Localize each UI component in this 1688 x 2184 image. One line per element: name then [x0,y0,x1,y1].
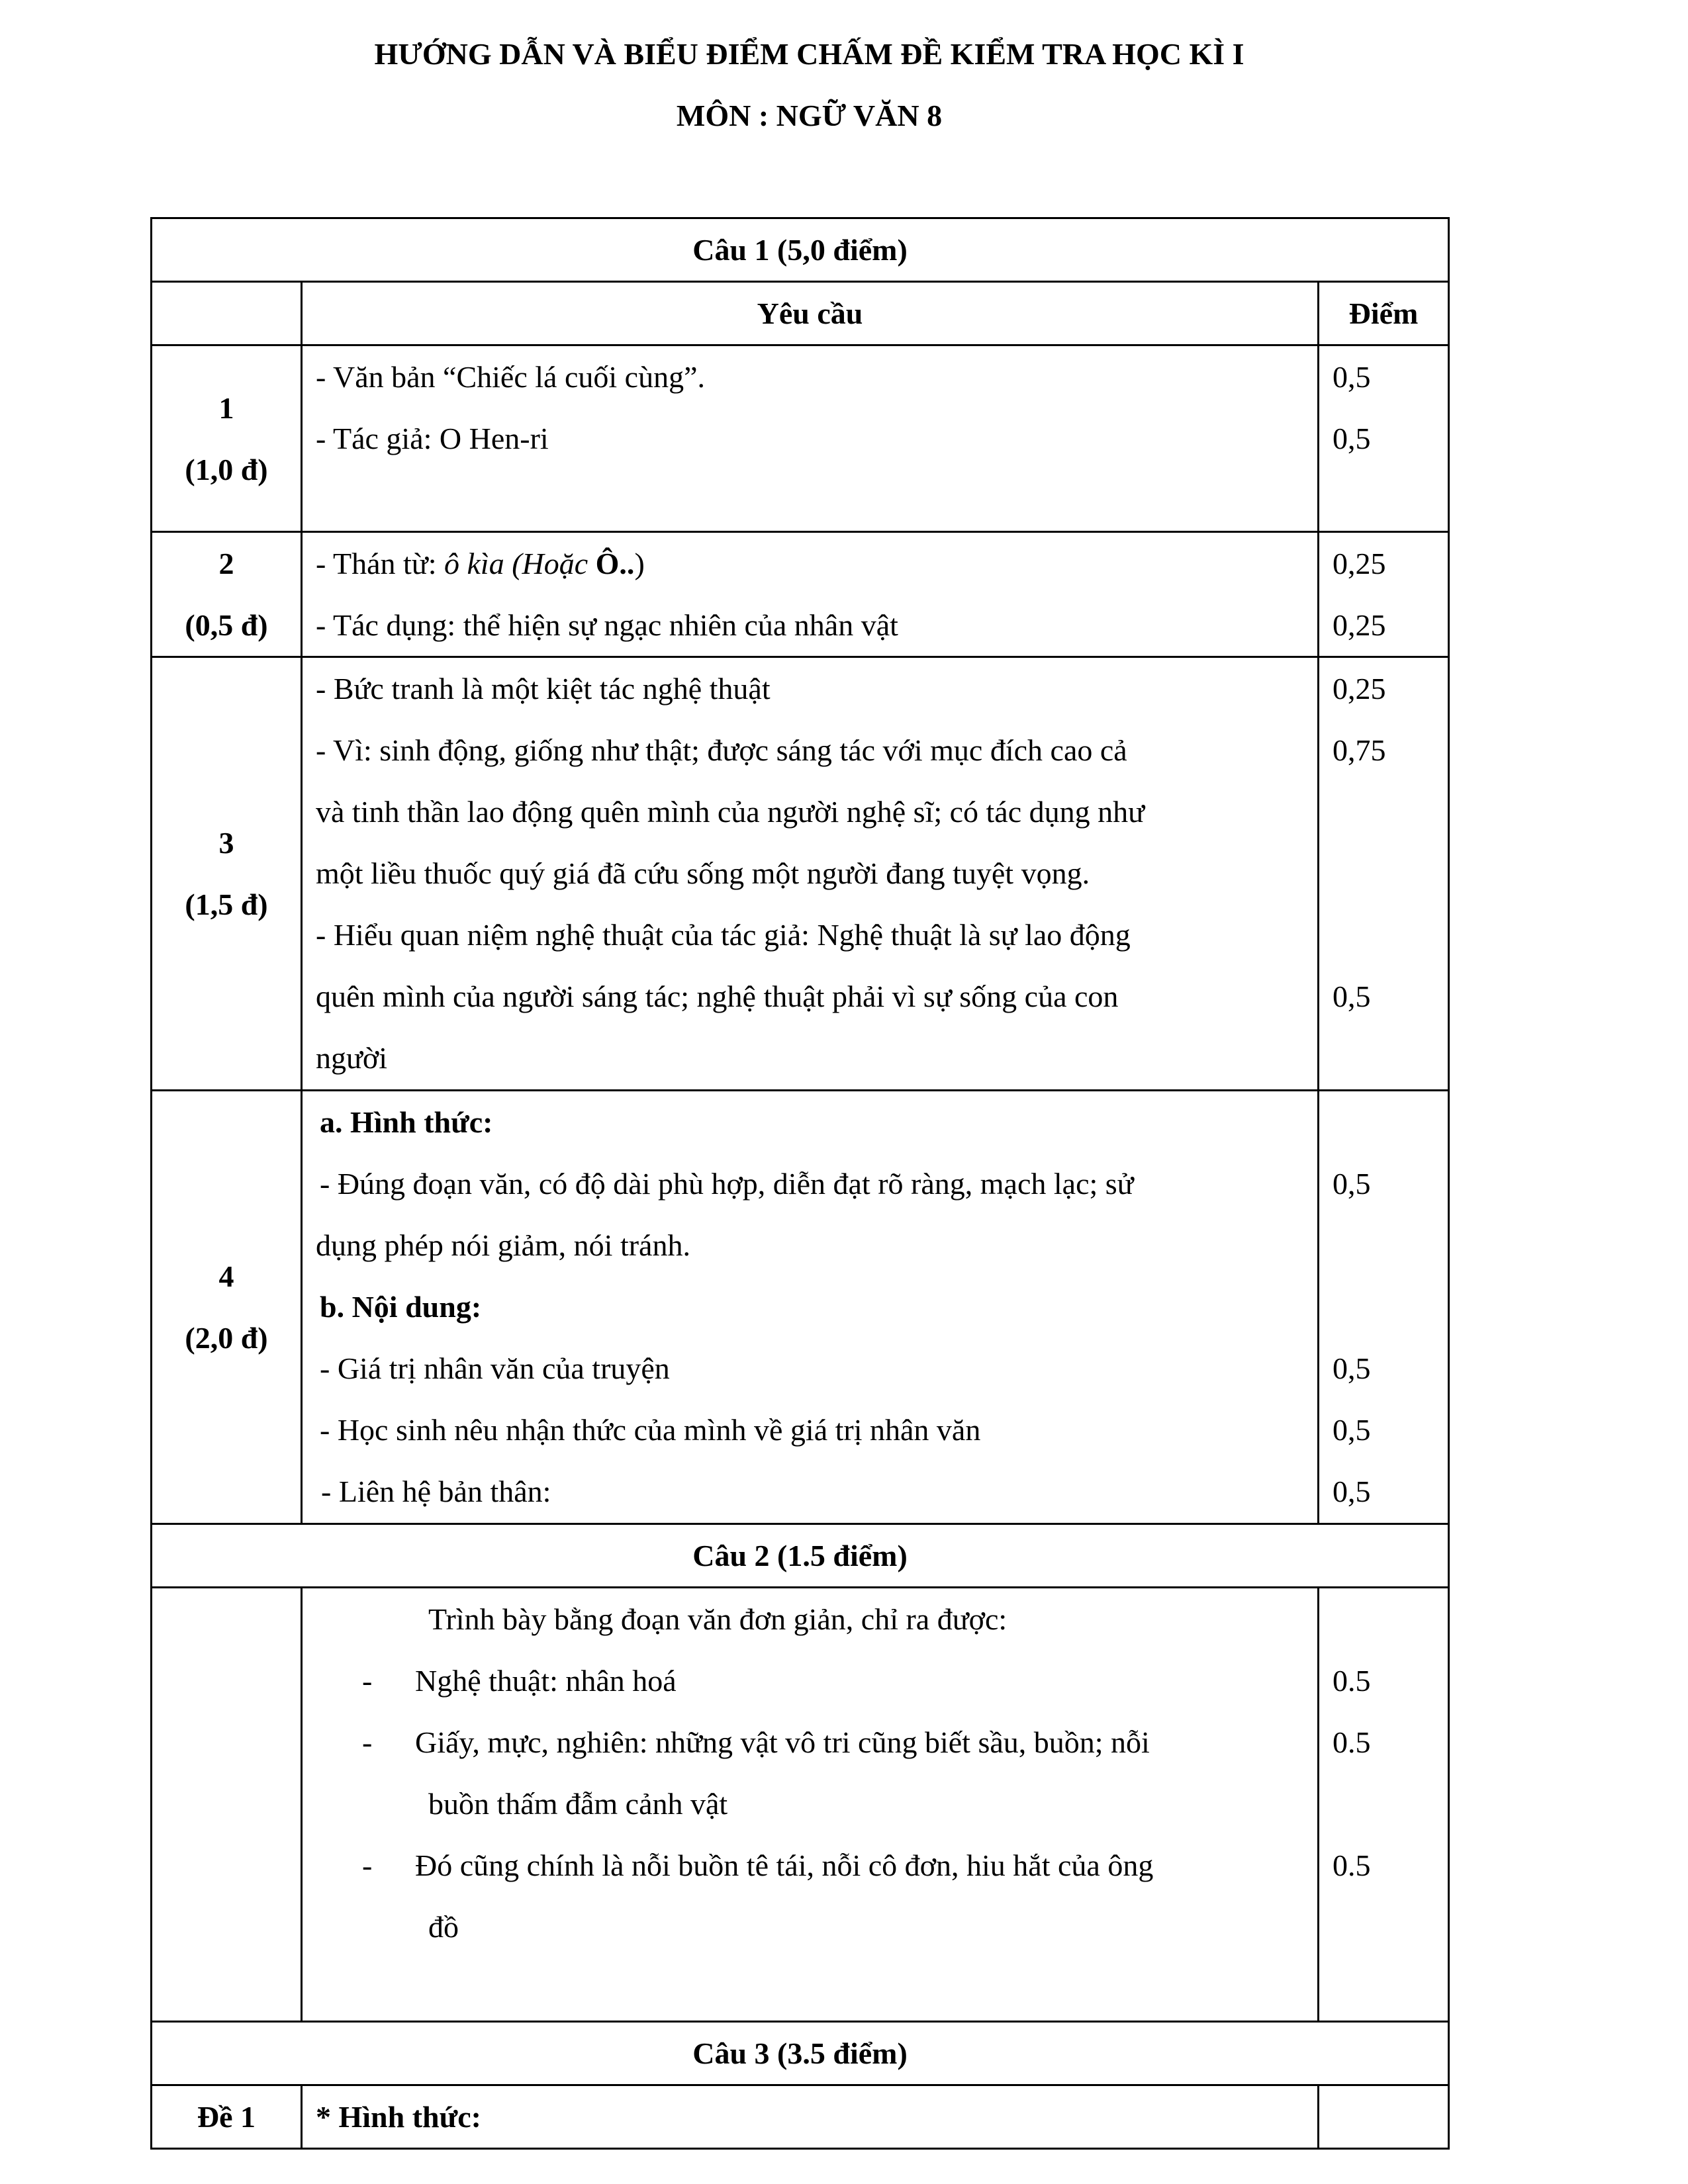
cau3-score-blank [1319,2085,1449,2149]
cau2-scores [1319,1588,1449,2022]
section-row-cau2 [152,1524,1449,1588]
question-2-number: 2 [218,547,234,580]
question-2-points: (0,5 đ) [185,608,268,642]
question-4-points: (2,0 đ) [185,1321,268,1355]
section-title-cau2: Câu 2 (1.5 điểm) [152,1524,1449,1588]
grading-table [150,217,1450,2150]
cau2-item-2-text: Giấy, mực, nghiên: những vật vô tri cũng biết sầu, buồn; nỗi [415,1725,1150,1759]
question-1-label [152,345,302,532]
question-1-points: (1,0 đ) [185,452,268,486]
q2-line-1-bold: Ô.. [595,547,635,580]
column-header-row [152,282,1449,345]
q3-score-1: 0,25 [1333,672,1386,705]
question-row-2 [152,532,1449,657]
cau2-blank-cell [152,1588,302,2022]
q4-content-line-2: - Học sinh nêu nhận thức của mình về giá trị nhân văn [320,1413,981,1447]
cau2-dash-1: - [362,1664,373,1698]
q4-score-content-3: 0,5 [1333,1475,1371,1508]
question-3-requirement [302,657,1319,1091]
cau3-form-title: * Hình thức: [302,2085,1319,2149]
question-3-number: 3 [218,826,234,860]
section-title-cau1: Câu 1 (5,0 điểm) [152,218,1449,282]
q4-content-line-3: - Liên hệ bản thân: [321,1475,551,1508]
q2-score-2: 0,25 [1333,608,1386,642]
cau2-score-1: 0.5 [1333,1664,1371,1698]
section-row-cau1 [152,218,1449,282]
cau2-score-3: 0.5 [1333,1848,1371,1882]
q3-line-7: người [316,1041,388,1075]
q2-line-1-italic: ô kìa (Hoặc [444,547,596,580]
question-4-label [152,1091,302,1524]
cau2-item-2 [316,1711,1305,1773]
question-row-3 [152,657,1449,1091]
q3-line-1: - Bức tranh là một kiệt tác nghệ thuật [316,672,771,705]
cau2-score-2: 0.5 [1333,1725,1371,1759]
question-3-scores [1319,657,1449,1091]
column-header-requirement: Yêu cầu [302,282,1319,345]
question-4-number: 4 [218,1259,234,1293]
cau2-requirement [302,1588,1319,2022]
question-4-scores [1319,1091,1449,1524]
subject-title: MÔN : NGỮ VĂN 8 [676,99,943,132]
header-blank-cell [152,282,302,345]
question-1-requirement [302,345,1319,532]
column-header-score: Điểm [1319,282,1449,345]
q2-line-1-end: ) [634,547,645,580]
cau2-item-2-cont: buồn thấm đẫm cảnh vật [428,1787,728,1821]
q4-form-line-1: - Đúng đoạn văn, có độ dài phù hợp, diễn đạt rõ ràng, mạch lạc; sử [320,1167,1134,1201]
q4-content-title: b. Nội dung: [320,1290,482,1324]
document-title: HƯỚNG DẪN VÀ BIỂU ĐIỂM CHẤM ĐỀ KIỂM TRA HỌC KÌ I [374,37,1244,71]
cau2-dash-3: - [362,1848,373,1882]
q4-score-content-1: 0,5 [1333,1351,1371,1385]
cau2-intro: Trình bày bằng đoạn văn đơn giản, chỉ ra được: [428,1602,1008,1636]
cau2-item-1 [316,1650,1305,1711]
question-3-points: (1,5 đ) [185,887,268,921]
question-4-requirement [302,1091,1319,1524]
q2-score-1: 0,25 [1333,547,1386,580]
cau2-item-3-cont: đồ [428,1910,459,1944]
question-2-requirement [302,532,1319,657]
q2-line-2: - Tác dụng: thể hiện sự ngạc nhiên của nhân vật [316,608,898,642]
q1-line-1: - Văn bản “Chiếc lá cuối cùng”. [316,360,705,394]
q4-form-title: a. Hình thức: [320,1105,493,1139]
q3-line-5: - Hiểu quan niệm nghệ thuật của tác giả: Nghệ thuật là sự lao động [316,918,1131,952]
q3-line-6: quên mình của người sáng tác; nghệ thuật phải vì sự sống của con [316,979,1119,1013]
section-row-cau3 [152,2022,1449,2085]
q1-score-2: 0,5 [1333,422,1371,455]
q3-line-4: một liều thuốc quý giá đã cứu sống một người đang tuyệt vọng. [316,856,1090,890]
section-title-cau3: Câu 3 (3.5 điểm) [152,2022,1449,2085]
question-1-number: 1 [218,390,234,425]
q4-form-line-2: dụng phép nói giảm, nói tránh. [316,1228,690,1262]
cau3-de-label: Đề 1 [152,2085,302,2149]
question-2-label [152,532,302,657]
question-3-label [152,657,302,1091]
q3-line-3: và tinh thần lao động quên mình của người nghệ sĩ; có tác dụng như [316,795,1145,829]
q2-line-1-prefix: - Thán từ: [316,547,444,580]
q3-score-2: 0,75 [1333,733,1386,767]
q3-line-2: - Vì: sinh động, giống như thật; được sáng tác với mục đích cao cả [316,733,1127,767]
cau3-row-de1 [152,2085,1449,2149]
q1-line-2: - Tác giả: O Hen-ri [316,422,549,455]
cau2-item-3 [316,1835,1305,1896]
cau2-row [152,1588,1449,2022]
cau2-item-3-text: Đó cũng chính là nỗi buồn tê tái, nỗi cô đơn, hiu hắt của ông [415,1848,1154,1882]
question-1-scores [1319,345,1449,532]
q3-score-3: 0,5 [1333,979,1371,1013]
q4-score-content-2: 0,5 [1333,1413,1371,1447]
question-2-scores [1319,532,1449,657]
q1-score-1: 0,5 [1333,360,1371,394]
question-row-4 [152,1091,1449,1524]
q2-line-1 [316,533,1305,594]
question-row-1 [152,345,1449,532]
cau2-item-1-text: Nghệ thuật: nhân hoá [415,1664,677,1698]
q4-content-line-1: - Giá trị nhân văn của truyện [320,1351,670,1385]
cau2-dash-2: - [362,1725,373,1759]
q4-score-form: 0,5 [1333,1167,1371,1201]
